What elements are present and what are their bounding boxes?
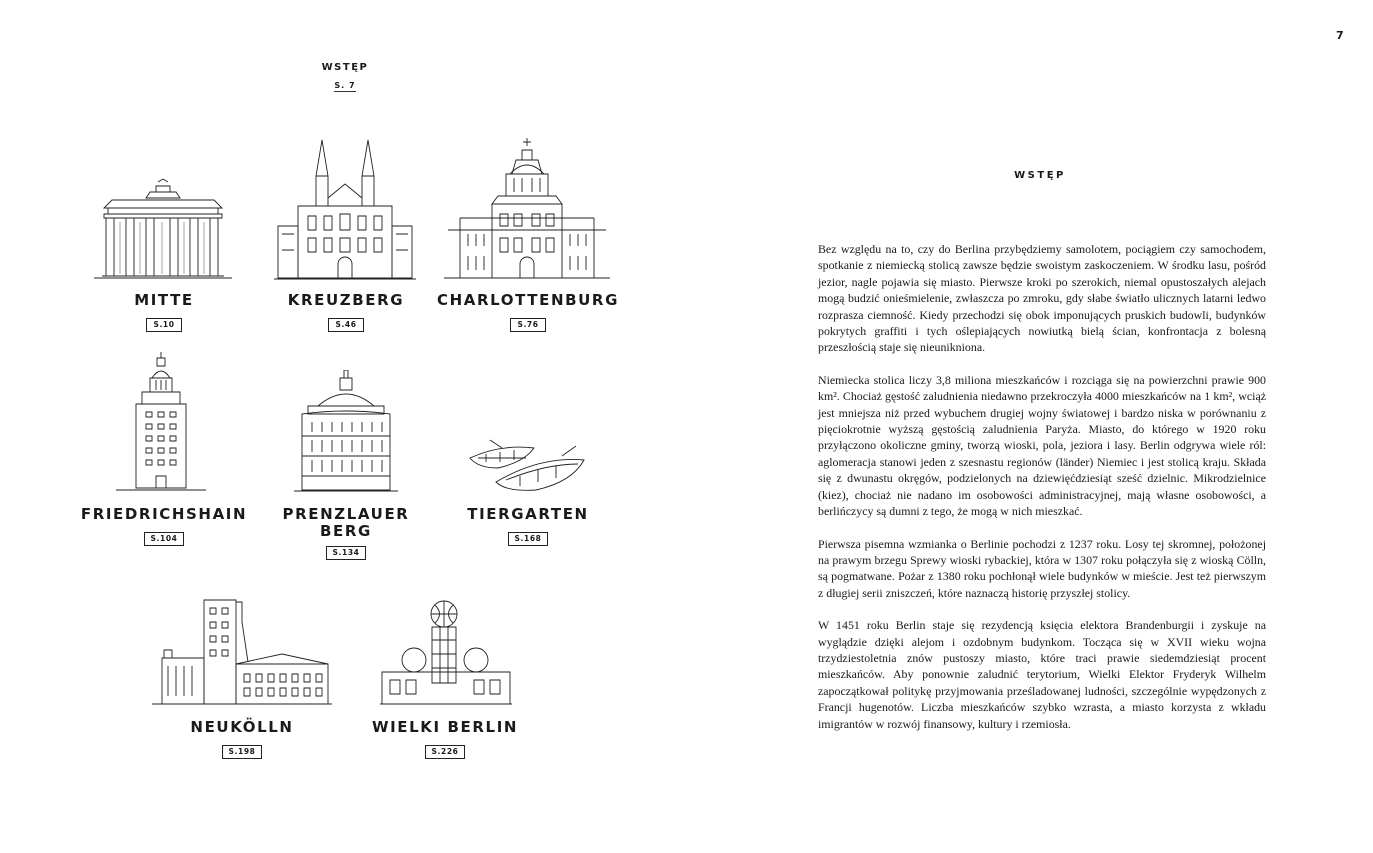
intro-paragraph: Niemiecka stolica liczy 3,8 miliona mieszkańców i rozciąga się na powierzchni prawie 900 km². Chociaż gęstość zaludnienia niedawno przekroczyła 4000 mieszkańców na 1 km², wciąż jest mniejsza niż przed wybuchem drugiej wojny światowej i bardzo niska w porównaniu z pięciokrotnie wyższą gęstością zaludnienia Paryża. Miasto, do którego w 1920 roku przyłączono okoliczne gminy, tworzą wioski, pola, jeziora i lasy. Berlin odgrywa wiele ról: aglomeracja stanowi jeden z szesnastu regionów (länder) Niemiec i jest stolicą kraju. Składa się z dwunastu okręgów, podzielonych na dziewięćdziesiąt sześć dzielnic. Mikrodzielnice (kiez), chociaż nie nadano im osobowości administracyjnej, mają własne osobowości, a berlińczycy są dumni z tego, że mogą w nich mieszkać. bbox=[818, 372, 1266, 519]
page-number: 7 bbox=[1336, 29, 1344, 42]
district-name: KREUZBERG bbox=[287, 291, 405, 309]
toc-entry-neukolln[interactable] bbox=[166, 719, 318, 759]
brewery-icon bbox=[152, 598, 332, 706]
toc-entry-tiergarten[interactable] bbox=[452, 506, 604, 546]
toc-intro-title: WSTĘP bbox=[321, 62, 369, 73]
district-name: WIELKI BERLIN bbox=[371, 718, 519, 736]
water-tower-icon bbox=[294, 370, 398, 494]
palace-icon bbox=[444, 138, 610, 282]
rowboats-icon bbox=[466, 438, 588, 496]
district-page-badge: S.10 bbox=[146, 318, 181, 332]
tower-building-icon bbox=[116, 352, 206, 494]
district-name: CHARLOTTENBURG bbox=[437, 291, 619, 309]
toc-entry-friedrichshain[interactable] bbox=[74, 506, 254, 546]
district-page-badge: S.134 bbox=[326, 546, 367, 560]
toc-entry-prenzlauer-berg[interactable] bbox=[276, 506, 416, 560]
district-page-badge: S.104 bbox=[144, 532, 185, 546]
intro-paragraph: Pierwsza pisemna wzmianka o Berlinie pochodzi z 1237 roku. Losy tej skromnej, położonej na prawym brzegu Sprewy wioski rybackiej, która w 1307 roku połączyła się z wioską Cölln, są pogmatwane. Pożar z 1380 roku pochłonął wiele budynków w mieście. Jest też pierwszym z długiej serii zniszczeń, które naznaczą historię przyszłej stolicy. bbox=[818, 536, 1266, 600]
district-page-badge: S.198 bbox=[222, 745, 263, 759]
district-name: FRIEDRICHSHAIN bbox=[80, 505, 248, 523]
district-page-badge: S.46 bbox=[328, 318, 363, 332]
intro-body bbox=[818, 241, 1266, 748]
district-page-badge: S.168 bbox=[508, 532, 549, 546]
district-name: PRENZLAUER BERG bbox=[282, 505, 410, 540]
toc-entry-mitte[interactable] bbox=[88, 292, 240, 332]
intro-heading: WSTĘP bbox=[1014, 170, 1066, 181]
district-page-badge: S.226 bbox=[425, 745, 466, 759]
toc-entry-charlottenburg[interactable] bbox=[428, 292, 628, 332]
toc-intro-entry[interactable] bbox=[300, 62, 390, 92]
district-name: MITTE bbox=[134, 291, 194, 309]
intro-paragraph: W 1451 roku Berlin staje się rezydencją księcia elektora Brandenburgii i zyskuje na wyglądzie dzięki alejom i ozdobnym budynkom. Tocząca się w XVII wieku wojna trzydziestoletnia znów pustoszy miasto, które traci prawie siedemdziesiąt procent mieszkańców. Aby ponownie zaludnić terytorium, Wielki Elektor Fryderyk Wilhelm zapoczątkował politykę przyjmowania prześladowanej ludności, szczególnie wypędzonych z Francji hugenotów. Liczba mieszkańców szybko wzrasta, a miasto korzysta z wkładu imigrantów w rozwój finansowy, kultury i rzemiosła. bbox=[818, 618, 1266, 731]
church-icon bbox=[274, 138, 416, 282]
radar-station-icon bbox=[380, 600, 512, 706]
toc-intro-page: S. 7 bbox=[334, 81, 356, 90]
district-name: NEUKÖLLN bbox=[190, 718, 294, 736]
district-page-badge: S.76 bbox=[510, 318, 545, 332]
brandenburg-gate-icon bbox=[92, 178, 234, 282]
district-name: TIERGARTEN bbox=[467, 505, 589, 523]
toc-entry-kreuzberg[interactable] bbox=[270, 292, 422, 332]
intro-paragraph: Bez względu na to, czy do Berlina przybędziemy samolotem, pociągiem czy samochodem, spotkanie z niemiecką stolicą zawsze będzie swoistym zaskoczeniem. W środku lasu, pośród jezior, nagle pojawia się miasto. Pierwsze kroki po szerokich, niemal opustoszałych alejach mogą budzić onieśmielenie, zwłaszcza po zmroku, gdy słabe światło ulicznych latarni ledwo rozprasza ciemność. Kiedy przechodzi się obok imponujących pruskich budowli, budynków pokrytych graffiti i tych oślepiających nowiutką bielą ścian, konfrontacja z bolesną przeszłością staje się nieunikniona. bbox=[818, 242, 1266, 355]
toc-entry-wielki-berlin[interactable] bbox=[360, 719, 530, 759]
